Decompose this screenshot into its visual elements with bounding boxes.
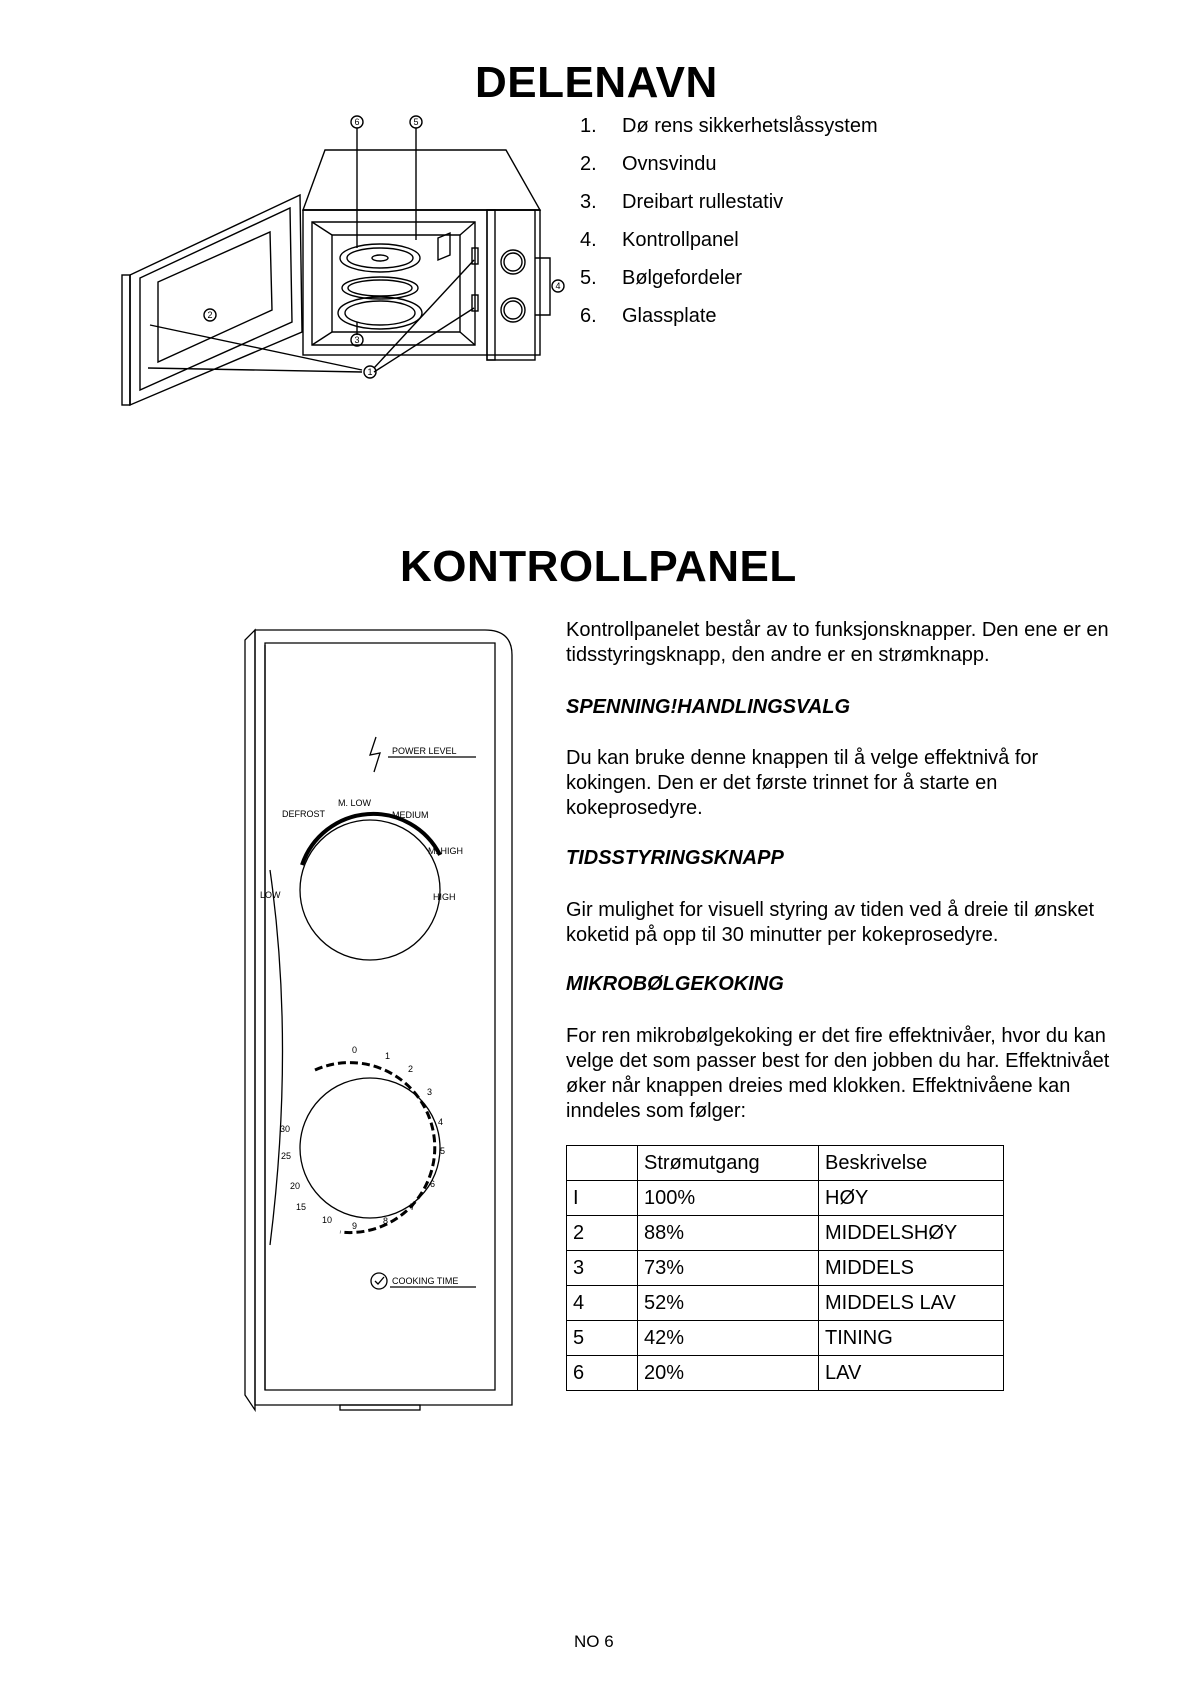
table-row: 3 73% MIDDELS — [567, 1251, 1004, 1286]
list-item: 2. Ovnsvindu — [580, 153, 717, 175]
list-item: 6. Glassplate — [580, 305, 717, 327]
time-mark-5: 5 — [440, 1146, 446, 1156]
time-mark-0: 0 — [352, 1045, 358, 1055]
section-title-delenavn: DELENAVN — [475, 58, 718, 107]
time-mark-25: 25 — [281, 1151, 292, 1161]
time-mark-2: 2 — [408, 1064, 414, 1074]
time-mark-7: 7 — [410, 1202, 416, 1212]
power-mark-high: HIGH — [433, 892, 456, 902]
parts-list — [580, 113, 878, 341]
table-row: 4 52% MIDDELS LAV — [567, 1286, 1004, 1321]
time-mark-8: 8 — [383, 1216, 389, 1226]
power-level-table — [566, 1145, 1004, 1391]
cooking-time-label: COOKING TIME — [392, 1276, 459, 1286]
time-mark-6: 6 — [430, 1179, 436, 1189]
time-mark-1: 1 — [385, 1051, 391, 1061]
time-mark-20: 20 — [290, 1181, 301, 1191]
section-title-kontrollpanel: KONTROLLPANEL — [400, 542, 797, 591]
time-mark-15: 15 — [296, 1202, 307, 1212]
svg-text:1: 1 — [367, 367, 373, 377]
power-paragraph: Du kan bruke denne knappen til å velge effektnivå for kokingen. Den er det første trinnet for å starte en kokeprosedyre. — [566, 747, 1039, 819]
time-mark-3: 3 — [427, 1087, 433, 1097]
svg-text:4: 4 — [555, 281, 561, 291]
intro-paragraph: Kontrollpanelet består av to funksjonsknapper. Den ene er en tidsstyringsknapp, den andre er en strømknapp. — [566, 619, 1109, 666]
table-header-row: Strømutgang Beskrivelse — [567, 1146, 1004, 1181]
table-row: I 100% HØY — [567, 1181, 1004, 1216]
time-mark-10: 10 — [322, 1215, 333, 1225]
svg-text:3: 3 — [354, 335, 360, 345]
power-marks — [260, 746, 463, 902]
power-mark-medium: MEDIUM — [392, 810, 429, 820]
power-mark-defrost: DEFROST — [282, 809, 326, 819]
power-mark-mhigh: M. HIGH — [428, 846, 463, 856]
power-level-label: POWER LEVEL — [392, 746, 457, 756]
list-item: 3. Dreibart rullestativ — [580, 191, 784, 213]
subheading-microwave: MIKROBØLGEKOKING — [566, 973, 784, 995]
control-panel-diagram — [230, 625, 520, 1425]
time-mark-30: 30 — [280, 1124, 291, 1134]
time-mark-9: 9 — [352, 1221, 358, 1231]
page-number: NO 6 — [574, 1632, 614, 1651]
microwave-paragraph: For ren mikrobølgekoking er det fire effektnivåer, hvor du kan velge det som passer best for den jobben du har. Effektnivået øker når knappen dreies med klokken. Effektnivåene kan inndeles som følger: — [566, 1025, 1110, 1122]
list-item: 4. Kontrollpanel — [580, 229, 739, 251]
table-row: 5 42% TINING — [567, 1321, 1004, 1356]
list-item: 1. Dø rens sikkerhetslåssystem — [580, 115, 878, 137]
table-row: 2 88% MIDDELSHØY — [567, 1216, 1004, 1251]
microwave-parts-diagram — [120, 110, 580, 450]
power-mark-mlow: M. LOW — [338, 798, 371, 808]
subheading-timer: TIDSSTYRINGSKNAPP — [566, 847, 784, 869]
power-mark-low: LOW — [260, 890, 281, 900]
time-mark-4: 4 — [438, 1117, 444, 1127]
svg-text:2: 2 — [207, 310, 213, 320]
svg-text:5: 5 — [413, 117, 419, 127]
table-row: 6 20% LAV — [567, 1356, 1004, 1391]
list-item: 5. Bølgefordeler — [580, 267, 743, 289]
timer-paragraph: Gir mulighet for visuell styring av tiden ved å dreie til ønsket koketid på opp til 30 minutter per kokeprosedyre. — [566, 899, 1094, 946]
subheading-power: SPENNING!HANDLINGSVALG — [566, 696, 851, 718]
svg-text:6: 6 — [354, 117, 360, 127]
